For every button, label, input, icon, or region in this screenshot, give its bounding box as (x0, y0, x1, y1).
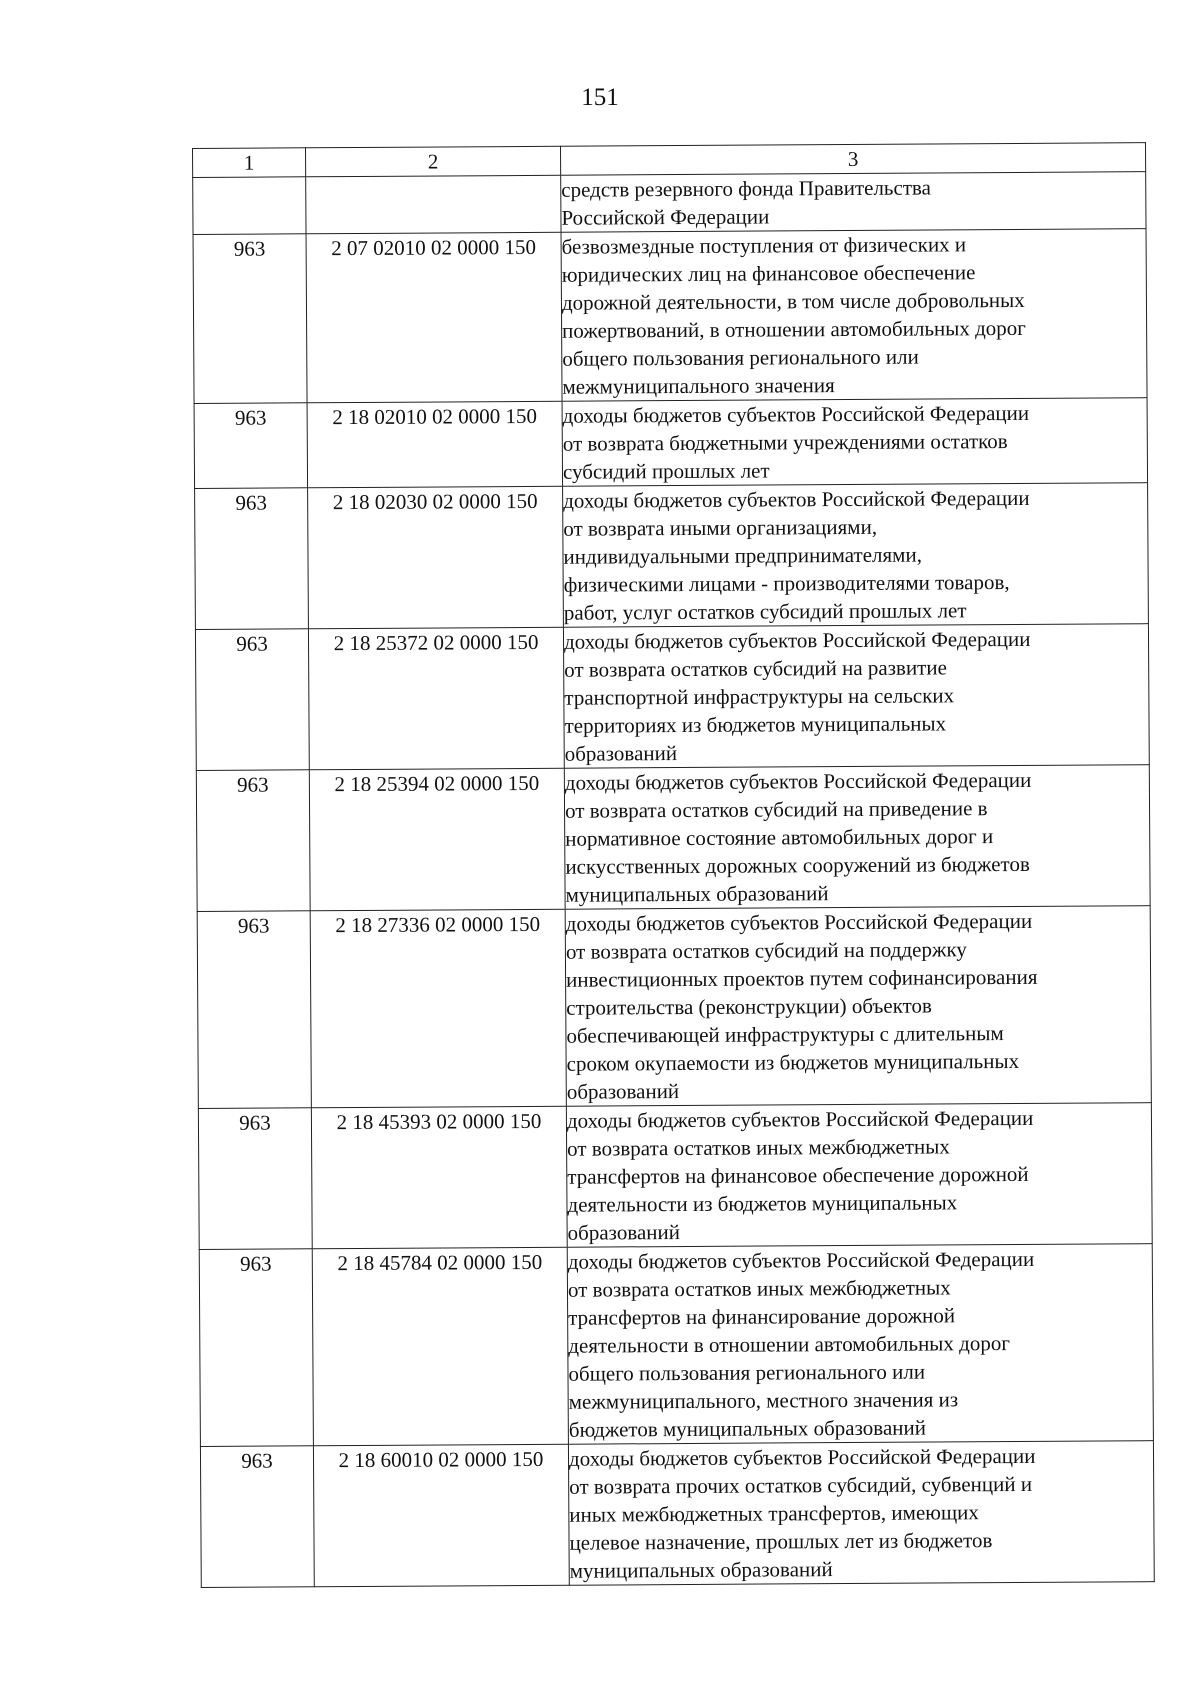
column-header-3: 3 (560, 143, 1145, 176)
description-cell: безвозмездные поступления от физических и юридических лиц на финансовое обеспечение дорожной деятельности, в том числе добровольных пожертвований, в отношении автомобильных дорог общего пользования регионального или межмуниципального значения (561, 229, 1147, 402)
budget-code-cell (306, 175, 561, 234)
budget-code-cell: 2 18 02030 02 0000 150 (308, 486, 564, 629)
budget-code-cell: 2 07 02010 02 0000 150 (306, 232, 562, 403)
admin-code-cell: 963 (194, 403, 308, 489)
table-row (193, 172, 1146, 235)
table-row (195, 624, 1149, 771)
description-cell: доходы бюджетов субъектов Российской Федерации от возврата остатков субсидий на поддержку инвестиционных проектов путем софинансирования строительства (реконструкции) объектов обеспечивающей инфраструктуры с длительным сроком окупаемости из бюджетов муниципальных образований (565, 906, 1151, 1107)
description-cell: доходы бюджетов субъектов Российской Федерации от возврата бюджетными учреждениями остатков субсидий прошлых лет (562, 398, 1148, 487)
budget-code-cell: 2 18 02010 02 0000 150 (307, 401, 563, 488)
description-cell: средств резервного фонда Правительства Российской Федерации (561, 172, 1146, 233)
admin-code-cell: 963 (197, 911, 311, 1109)
table-row (194, 398, 1148, 489)
admin-code-cell (193, 177, 306, 235)
admin-code-cell: 963 (199, 1249, 313, 1447)
description-cell: доходы бюджетов субъектов Российской Федерации от возврата прочих остатков субсидий, субвенций и иных межбюджетных трансфертов, имеющих целевое назначение, прошлых лет из бюджетов муниципальных образований (568, 1441, 1154, 1586)
budget-code-cell: 2 18 45784 02 0000 150 (312, 1247, 568, 1446)
admin-code-cell: 963 (193, 234, 307, 404)
budget-code-cell: 2 18 27336 02 0000 150 (310, 909, 566, 1108)
admin-code-cell: 963 (195, 488, 309, 630)
table-row (196, 765, 1150, 912)
table-row (197, 906, 1151, 1109)
admin-code-cell: 963 (198, 1108, 312, 1250)
description-cell: доходы бюджетов субъектов Российской Федерации от возврата остатков субсидий на развитие транспортной инфраструктуры на сельских территориях из бюджетов муниципальных образований (563, 624, 1149, 769)
budget-code-cell: 2 18 25394 02 0000 150 (309, 768, 565, 911)
table-row (193, 229, 1147, 404)
budget-code-cell: 2 18 25372 02 0000 150 (308, 627, 564, 770)
description-cell: доходы бюджетов субъектов Российской Федерации от возврата остатков иных межбюджетных трансфертов на финансирование дорожной деятельности в отношении автомобильных дорог общего пользования регионального или межмуниципального, местного значения из бюджетов муниципальных образований (567, 1244, 1153, 1445)
page-number: 151 (581, 84, 619, 111)
description-cell: доходы бюджетов субъектов Российской Федерации от возврата иными организациями, индивидуальными предпринимателями, физическими лицами - производителями товаров, работ, услуг остатков субсидий прошлых лет (563, 483, 1149, 628)
table-row (199, 1244, 1153, 1447)
table-row (200, 1441, 1154, 1588)
budget-code-cell: 2 18 45393 02 0000 150 (311, 1106, 567, 1249)
admin-code-cell: 963 (196, 770, 310, 912)
table-row (198, 1103, 1152, 1250)
admin-code-cell: 963 (200, 1446, 314, 1588)
table-row (195, 483, 1149, 630)
budget-code-cell: 2 18 60010 02 0000 150 (313, 1444, 569, 1587)
column-header-2: 2 (306, 146, 561, 177)
description-cell: доходы бюджетов субъектов Российской Федерации от возврата остатков иных межбюджетных трансфертов на финансовое обеспечение дорожной деятельности из бюджетов муниципальных образований (566, 1103, 1152, 1248)
budget-classification-table (192, 142, 1155, 1588)
column-header-1: 1 (193, 148, 306, 178)
description-cell: доходы бюджетов субъектов Российской Федерации от возврата остатков субсидий на приведение в нормативное состояние автомобильных дорог и искусственных дорожных сооружений из бюджетов муниципальных образований (564, 765, 1150, 910)
admin-code-cell: 963 (195, 629, 309, 771)
